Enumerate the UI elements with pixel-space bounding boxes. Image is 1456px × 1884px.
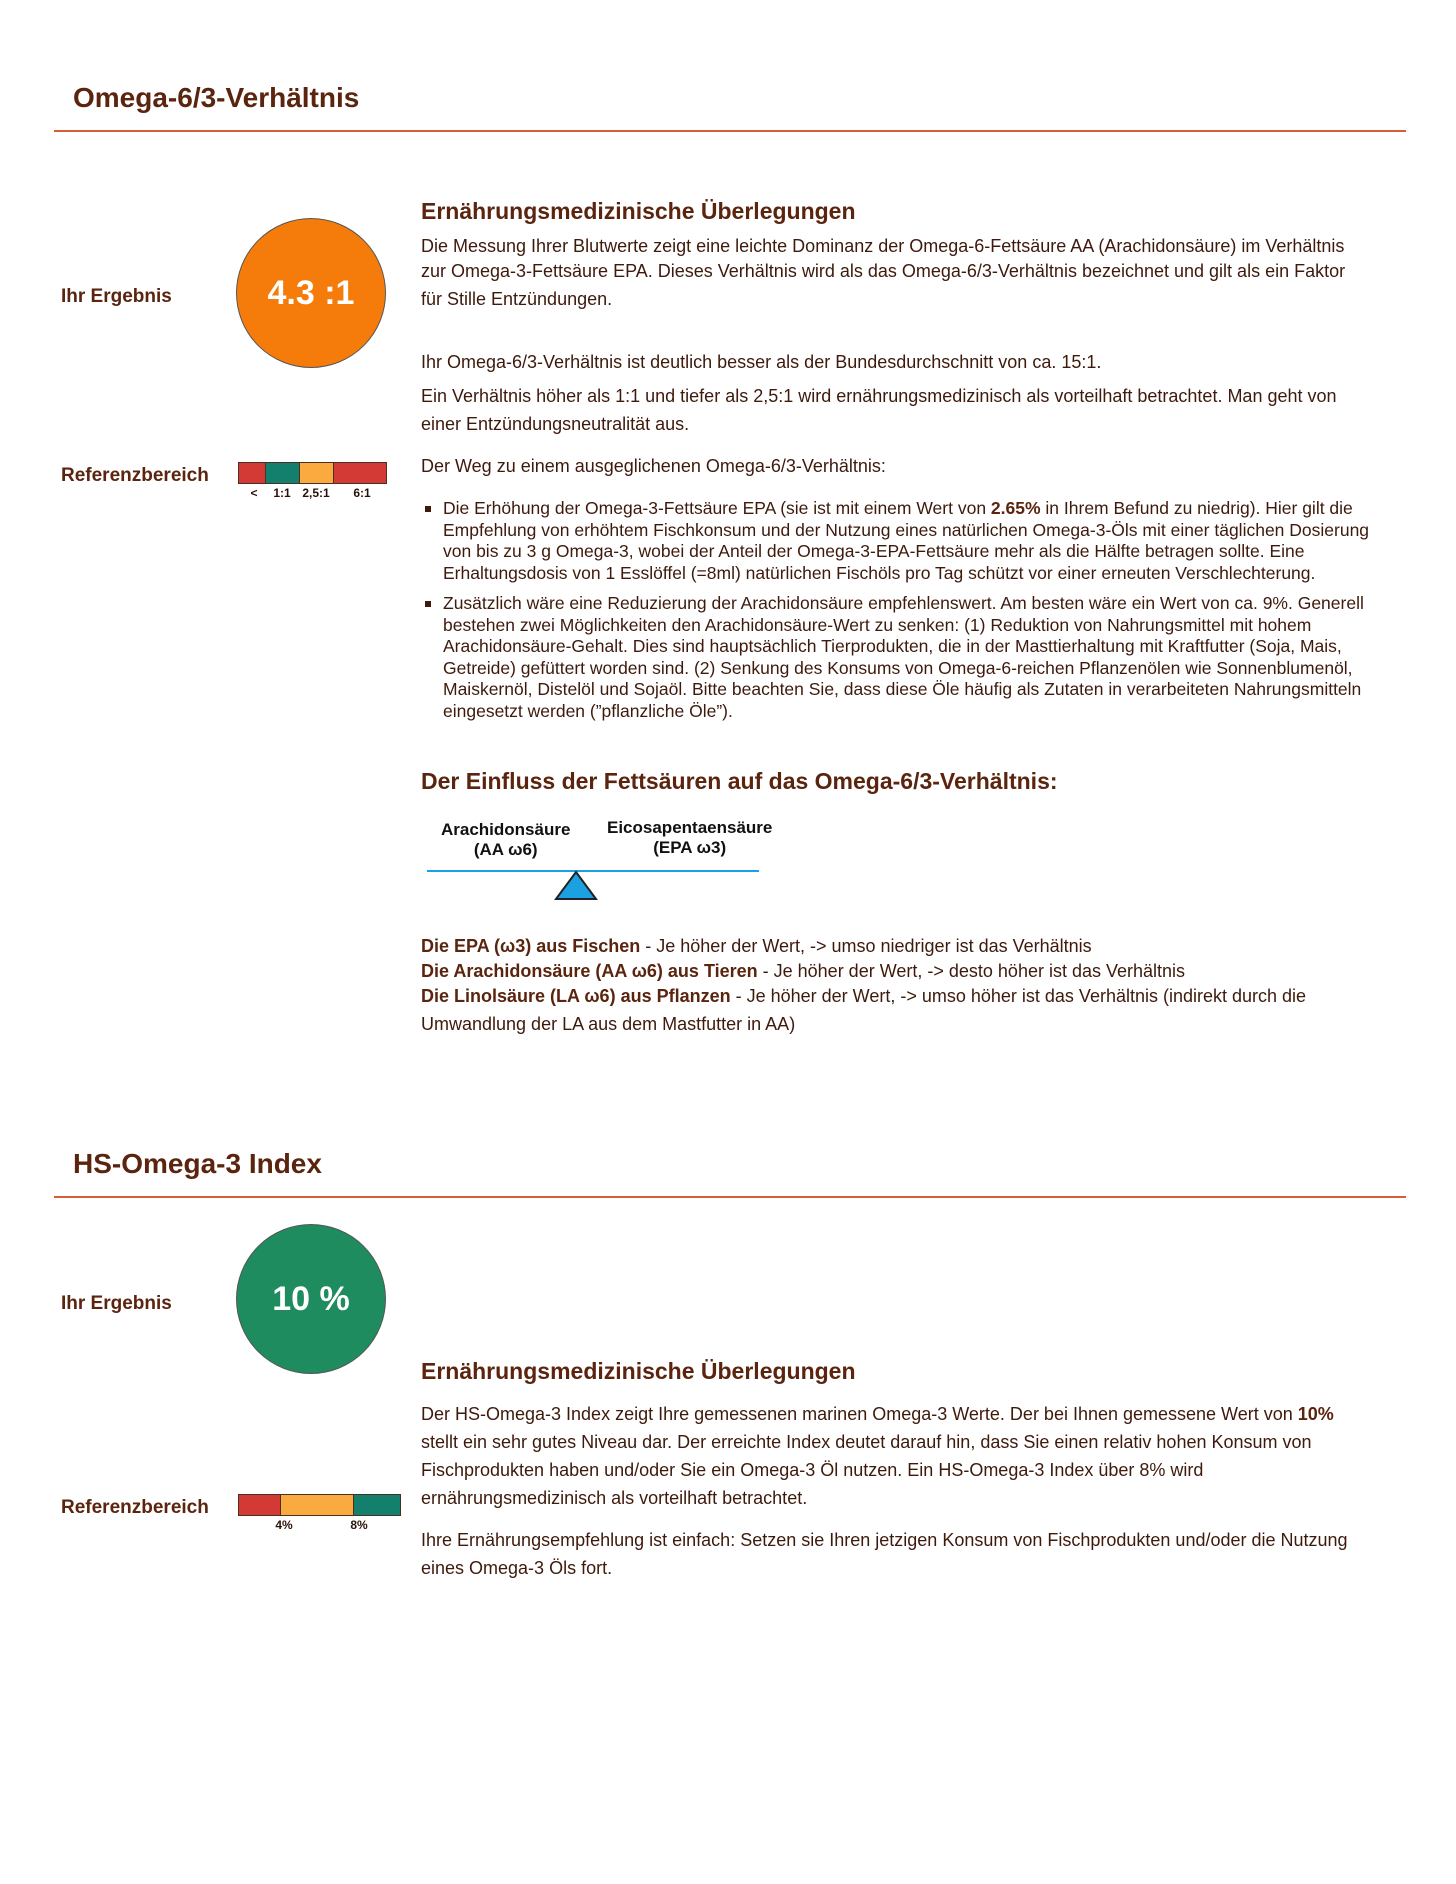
recommendation-list [421, 498, 1371, 731]
intro-paragraph [421, 236, 1371, 313]
influence-line-la-cont: Umwandlung der LA aus dem Mastfutter in AA) [421, 1014, 796, 1034]
reference-ticks [238, 486, 387, 502]
reference-range-bar [238, 1494, 401, 1516]
influence-epa-label: Die EPA (ω3) aus Fischen [421, 936, 641, 956]
index-text: Der HS-Omega-3 Index zeigt Ihre gemessenen marinen Omega-3 Werte. Der bei Ihnen gemessene Wert von [421, 1404, 1298, 1424]
reference-ticks [238, 1518, 401, 1534]
recommendation-item [421, 498, 1371, 584]
considerations-heading: Ernährungsmedizinische Überlegungen [421, 1358, 856, 1384]
aa-label-line2: (AA ω6) [473, 840, 538, 859]
section-divider [54, 130, 1406, 132]
section-title-omega3-index: HS-Omega-3 Index [73, 1148, 322, 1179]
fatty-acid-influence-list [421, 934, 1381, 1039]
path-intro-text: Der Weg zu einem ausgeglichenen Omega-6/3-Verhältnis: [421, 456, 886, 476]
bullet-text: in Ihrem Befund zu niedrig). Hier gilt die Empfehlung von erhöhtem Fischkonsum und der Nutzung eines natürlichen Omega-3-Öls mit einer täglichen Dosierung von bis zu 3 g Omega-3, wobei der Anteil der Omega-3-EPA-Fettsäure mehr als die Hälfte betragen sollte. Eine Erhaltungsdosis von 1 Esslöffel (=8ml) natürlichen Fischöls pro Tag schützt vor einer erneuten Verschlechterung. [443, 498, 1370, 583]
influence-la-label: Die Linolsäure (LA ω6) aus Pflanzen [421, 986, 731, 1006]
result-circle [236, 218, 386, 368]
balance-fulcrum [556, 872, 596, 899]
influence-aa-label: Die Arachidonsäure (AA ω6) aus Tieren [421, 961, 758, 981]
influence-line-la [421, 984, 1381, 1009]
reference-tick: 6:1 [353, 486, 371, 500]
reference-label: Referenzbereich [61, 1497, 209, 1518]
epa-label-line2: (EPA ω3) [653, 838, 727, 857]
reference-tick: < [250, 486, 258, 500]
reference-tick: 8% [350, 1518, 368, 1532]
reference-segment-low [239, 1495, 281, 1515]
influence-epa-text: - Je höher der Wert, -> umso niedriger ist das Verhältnis [640, 936, 1092, 956]
result-circle [236, 1224, 386, 1374]
reference-range-bar [238, 462, 387, 484]
reference-segment-optimal [266, 463, 300, 483]
influence-la-text: - Je höher der Wert, -> umso höher ist das Verhältnis (indirekt durch die [730, 986, 1307, 1006]
reference-label: Referenzbereich [61, 465, 209, 486]
bullet-text: Die Erhöhung der Omega-3-Fettsäure EPA (sie ist mit einem Wert von [443, 498, 991, 518]
reference-tick: 2,5:1 [302, 486, 330, 500]
intro-line: Die Messung Ihrer Blutwerte zeigt eine leichte Dominanz der Omega-6-Fettsäure AA (Arachidonsäure) im Verhältnis [421, 236, 1345, 256]
index-explanation [421, 1400, 1371, 1596]
section-title-omega-ratio: Omega-6/3-Verhältnis [73, 82, 360, 113]
recommendation-item [421, 593, 1371, 722]
result-value: 4.3 :1 [267, 273, 355, 312]
comparison-text: Ihr Omega-6/3-Verhältnis ist deutlich besser als der Bundesdurchschnitt von ca. 15:1. [421, 352, 1102, 372]
epa-value: 2.65% [990, 498, 1041, 518]
section-divider [54, 1196, 1406, 1198]
bullet-text: Zusätzlich wäre eine Reduzierung der Arachidonsäure empfehlenswert. Am besten wäre ein Wert von ca. 9%. Generell bestehen zwei Möglichkeiten den Arachidonsäure-Wert zu senken: (1) Reduktion von Nahrungsmittel mit hohem Arachidonsäure-Gehalt. Dies sind hauptsächlich Tierprodukten, die in der Masttierhaltung mit Kraftfutter (Soja, Mais, Getreide) gefüttert worden sind. (2) Senkung des Konsums von Omega-6-reichen Pflanzenölen wie Sonnenblumenöl, Maiskernöl, Distelöl und Sojaöl. Bitte beachten Sie, dass diese Öle häufig als Zutaten in verarbeiteten Nahrungsmitteln eingesetzt werden (”pflanzliche Öle”). [443, 593, 1364, 721]
result-label: Ihr Ergebnis [61, 286, 172, 307]
index-value: 10% [1297, 1404, 1334, 1424]
index-text: stellt ein sehr gutes Niveau dar. Der erreichte Index deutet darauf hin, dass Sie einen relativ hohen Konsum von Fischprodukten haben und/oder Sie ein Omega-3 Öl nutzen. Ein HS-Omega-3 Index über 8% wird ernährungsmedizinisch als vorteilhaft betrachtet. [421, 1432, 1312, 1508]
balance-graphic [421, 818, 801, 928]
result-value: 10 % [272, 1279, 350, 1318]
index-paragraph [421, 1400, 1371, 1512]
reference-tick: 1:1 [273, 486, 291, 500]
influence-heading: Der Einfluss der Fettsäuren auf das Omega-6/3-Verhältnis: [421, 768, 1058, 794]
aa-label-line1: Arachidonsäure [441, 820, 571, 839]
result-label: Ihr Ergebnis [61, 1293, 172, 1314]
reference-segment-moderate [300, 463, 334, 483]
reference-segment-low [239, 463, 266, 483]
considerations-heading: Ernährungsmedizinische Überlegungen [421, 198, 856, 224]
reference-segment-high [334, 463, 386, 483]
epa-label-line1: Eicosapentaensäure [607, 818, 773, 837]
comparison-paragraph [421, 348, 1371, 494]
reference-tick: 4% [275, 1518, 293, 1532]
influence-line-epa [421, 934, 1381, 959]
influence-line-aa [421, 959, 1381, 984]
reference-segment-moderate [281, 1495, 354, 1515]
intro-line: zur Omega-3-Fettsäure EPA. Dieses Verhältnis wird als das Omega-6/3-Verhältnis bezeichnet und gilt als ein Faktor für Stille Entzündungen. [421, 261, 1346, 309]
reference-segment-optimal [354, 1495, 400, 1515]
recommendation-paragraph: Ihre Ernährungsempfehlung ist einfach: Setzen sie Ihren jetzigen Konsum von Fischprodukten und/oder die Nutzung eines Omega-3 Öls fort. [421, 1530, 1348, 1578]
optimal-range-text: Ein Verhältnis höher als 1:1 und tiefer als 2,5:1 wird ernährungsmedizinisch als vorteilhaft betrachtet. Man geht von einer Entzündungsneutralität aus. [421, 386, 1337, 434]
influence-aa-text: - Je höher der Wert, -> desto höher ist das Verhältnis [757, 961, 1186, 981]
balance-diagram [421, 818, 801, 928]
